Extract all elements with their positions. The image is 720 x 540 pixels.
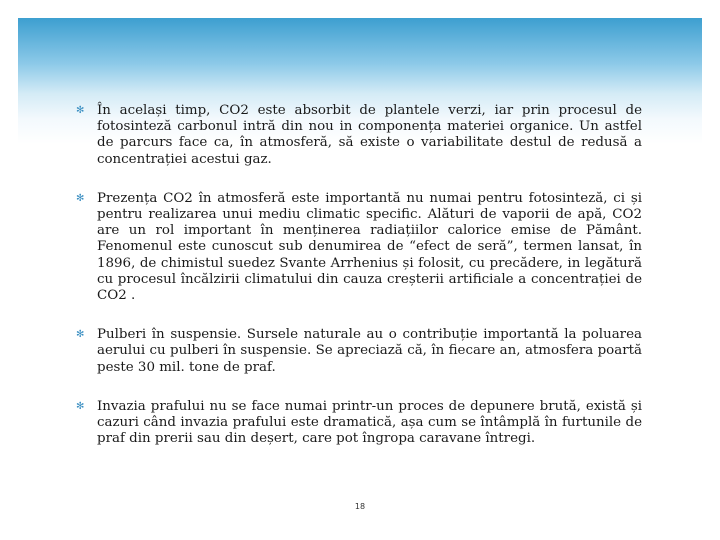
bullet-item-dust-storms [76,399,642,448]
bullet-list [76,103,642,470]
paragraph-text: În același timp, CO2 este absorbit de plantele verzi, iar prin procesul de fotosinteză carbonul intră din nou in componența materiei organice. Un astfel de parcurs face ca, în atmosferă, să existe o variabilitate destul de redusă a concentrației acestui gaz. [97,103,642,167]
paragraph-text: Pulberi în suspensie. Sursele naturale au o contribuție importantă la poluarea aerului cu pulberi în suspensie. Se apreciază că, în fiecare an, atmosfera poartă peste 30 mil. tone de praf. [97,327,642,375]
bullet-item-greenhouse-effect [76,191,642,304]
paragraph-text: Prezența CO2 în atmosferă este importantă nu numai pentru fotosinteză, ci și pentru realizarea unui mediu climatic specific. Alături de vaporii de apă, CO2 are un rol important în menținerea radiațiilor calorice emise de Pământ. Fenomenul este cunoscut sub denumirea de “efect de seră”, termen lansat, în 1896, de chimistul suedez Svante Arrhenius și folosit, cu precădere, in legătură cu procesul încălzirii climatului din cauza creșterii artificiale a concentrației de CO2 . [97,190,642,304]
bullet-item-suspended-dust [76,327,642,376]
bullet-item-co2-absorption [76,103,642,168]
asterisk-bullet-icon: ✻ [76,329,85,341]
page-number: 18 [354,502,366,511]
paragraph-text: Invazia prafului nu se face numai printr-un proces de depunere brută, există și cazuri când invazia prafului este dramatică, așa cum se întâmplă în furtunile de praf din prerii sau din deșert, care pot îngropa caravane întregi. [97,398,642,447]
asterisk-bullet-icon: ✻ [76,105,85,116]
asterisk-bullet-icon: ✻ [76,192,85,204]
asterisk-bullet-icon: ✻ [76,400,85,412]
